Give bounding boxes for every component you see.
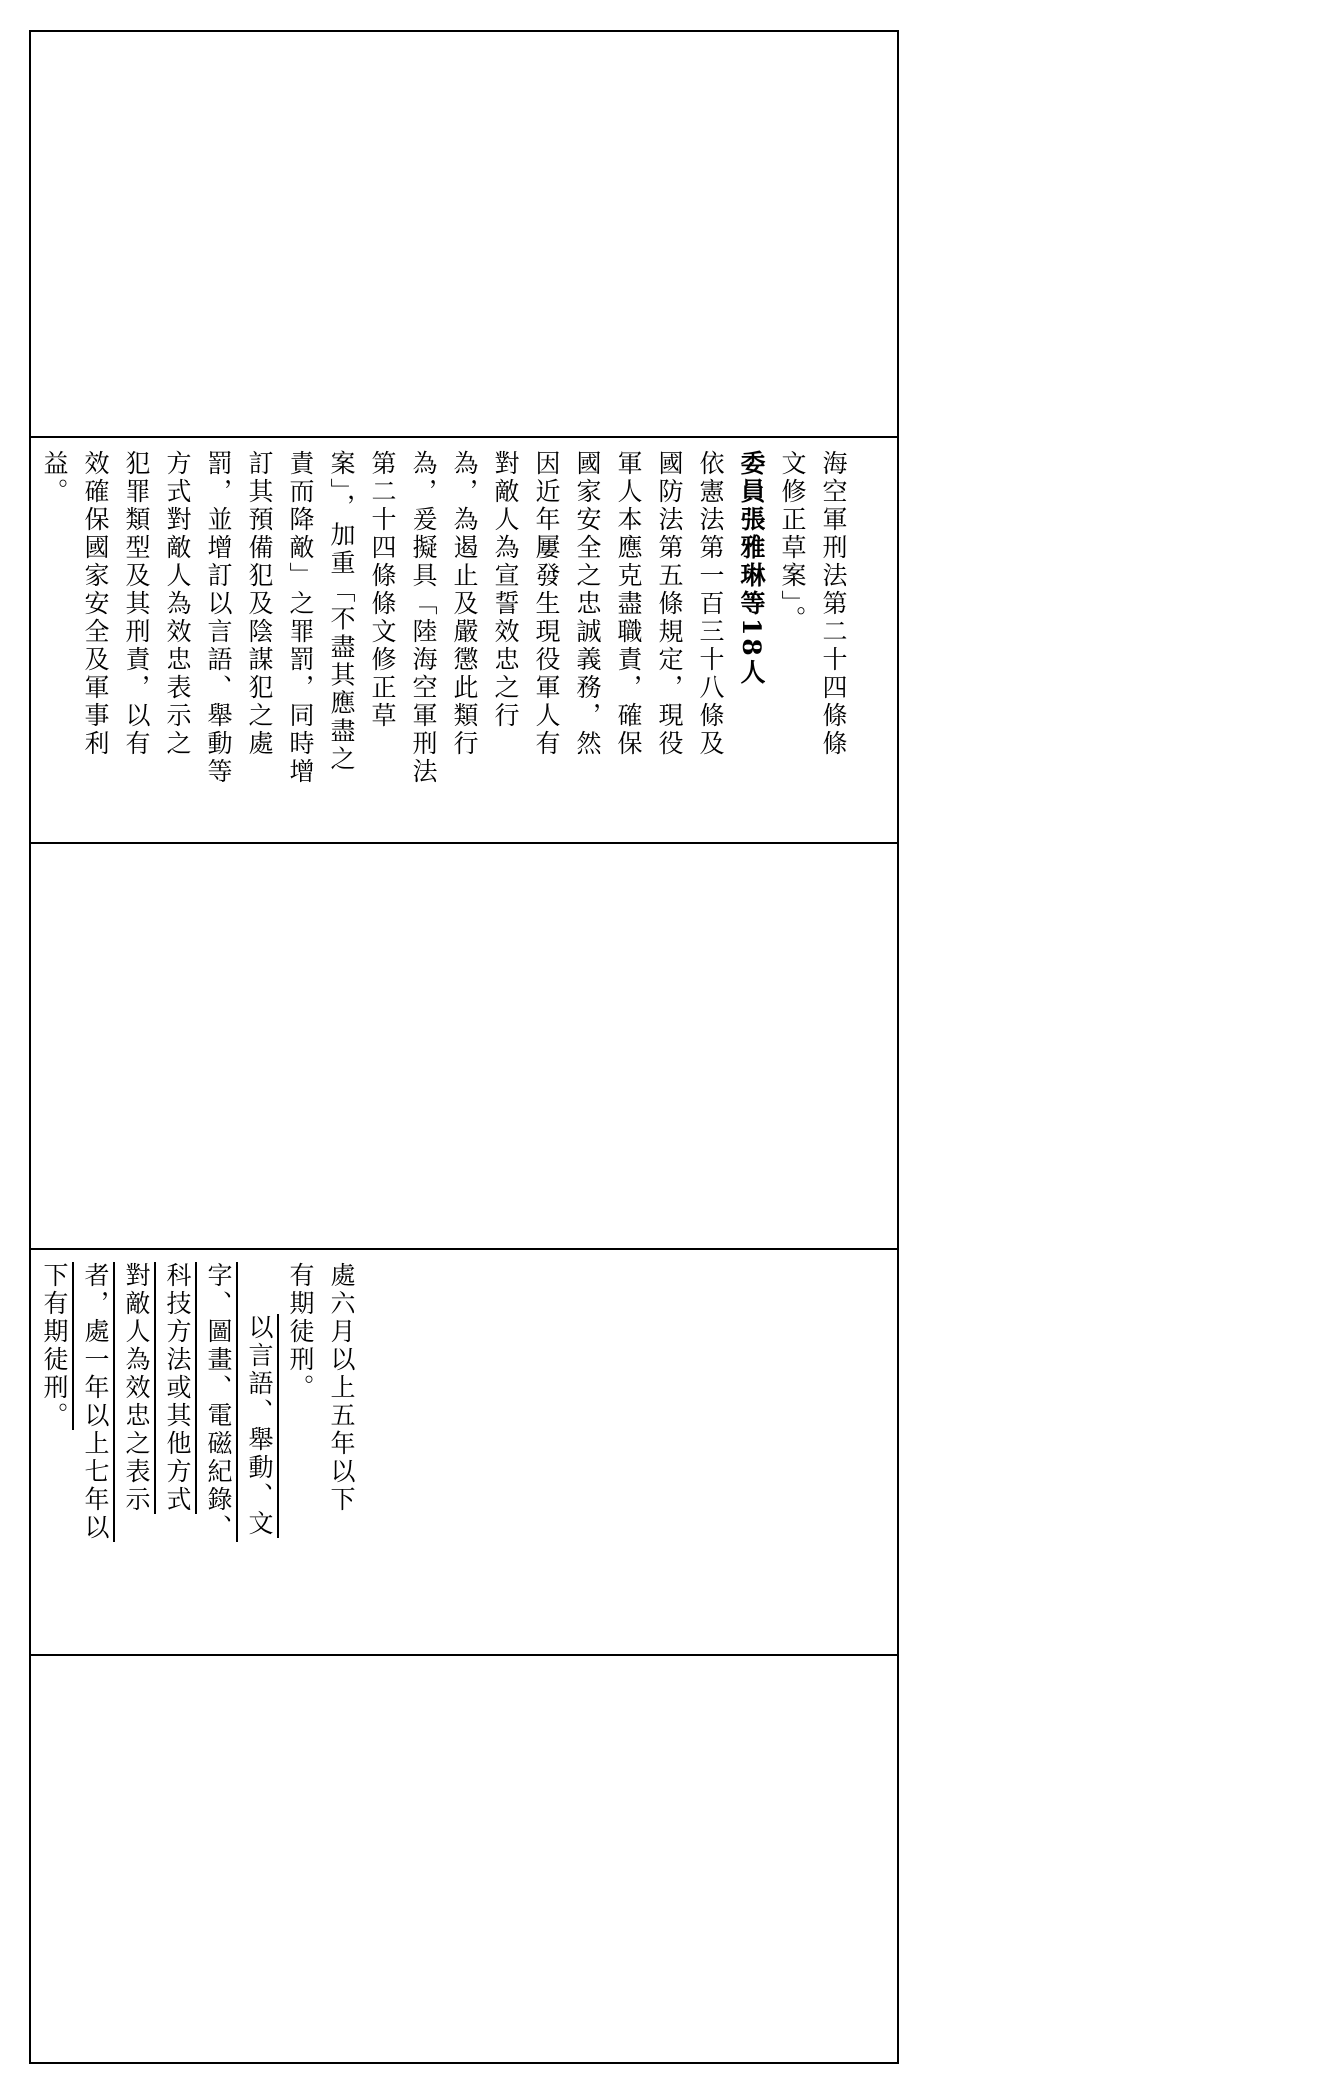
table-cell-empty-bottom <box>31 1656 897 2062</box>
table-cell-article-text <box>31 1250 897 1656</box>
comparison-table <box>29 30 899 2064</box>
amended-text-line: 對敵人為效忠之表示 <box>122 1262 151 1514</box>
text-line: 案」，加重「不盡其應盡之 <box>327 450 356 774</box>
amended-text-line: 以言語、舉動、文 <box>245 1314 274 1538</box>
table-cell-amendment-explanation <box>31 438 897 844</box>
text-line: 責而降敵」之罪罰，同時增 <box>286 450 315 786</box>
text-line: 對敵人為宣誓效忠之行 <box>491 450 520 730</box>
table-cell-empty-middle <box>31 844 897 1250</box>
text-line: 訂其預備犯及陰謀犯之處 <box>245 450 274 758</box>
text-line: 罰，並增訂以言語、舉動等 <box>204 450 233 786</box>
article-text <box>34 1262 362 1644</box>
text-line: 效確保國家安全及軍事利 <box>81 450 110 758</box>
table-cell-empty-top <box>31 32 897 438</box>
text-line: 國防法第五條規定，現役 <box>655 450 684 758</box>
text-line: 國家安全之忠誠義務，然 <box>573 450 602 758</box>
text-line: 益。 <box>40 450 69 506</box>
text-line: 犯罪類型及其刑責，以有 <box>122 450 151 758</box>
text-line: 為，爰擬具「陸海空軍刑法 <box>409 450 438 786</box>
explanation-text <box>34 450 854 832</box>
amended-text-line: 下有期徒刑。 <box>40 1262 69 1430</box>
text-line: 文修正草案」。 <box>778 450 807 634</box>
text-line: 第二十四條條文修正草 <box>368 450 397 730</box>
text-line: 為，為遏止及嚴懲此類行 <box>450 450 479 758</box>
text-line: 軍人本應克盡職責，確保 <box>614 450 643 758</box>
amended-text-line: 科技方法或其他方式 <box>163 1262 192 1514</box>
text-line: 有期徒刑。 <box>286 1262 315 1402</box>
amended-text-line: 者，處一年以上七年以 <box>81 1262 110 1542</box>
text-line: 方式對敵人為效忠表示之 <box>163 450 192 758</box>
text-line: 因近年屢發生現役軍人有 <box>532 450 561 758</box>
text-line: 處六月以上五年以下 <box>327 1262 356 1514</box>
text-line: 海空軍刑法第二十四條條 <box>819 450 848 758</box>
text-line: 依憲法第一百三十八條及 <box>696 450 725 758</box>
amended-text-line: 字、圖畫、電磁紀錄、 <box>204 1262 233 1542</box>
proposer-line: 委員張雅琳等18人 <box>737 450 766 687</box>
